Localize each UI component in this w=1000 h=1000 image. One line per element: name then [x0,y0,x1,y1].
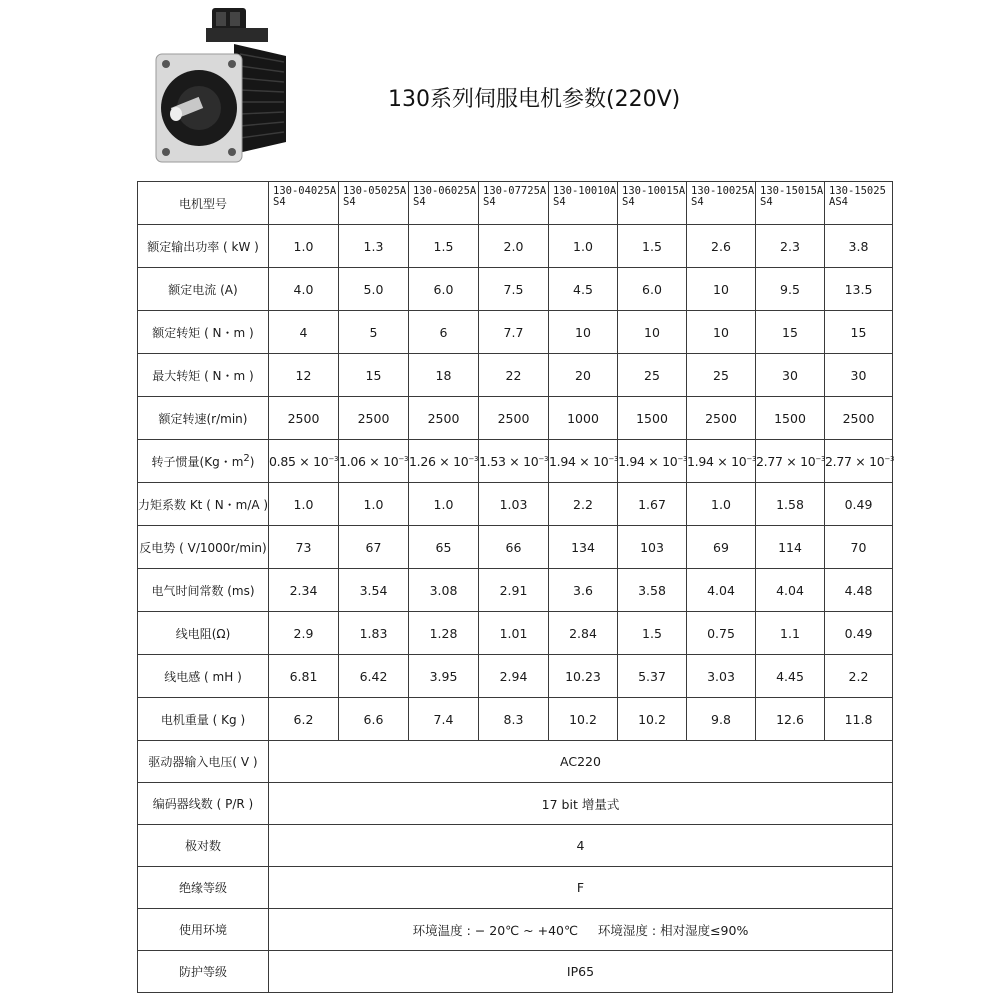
param-value: 1.03 [479,483,549,526]
param-value: 7.4 [409,698,479,741]
param-value: 1.5 [618,612,687,655]
param-value: 6.81 [269,655,339,698]
param-value: 7.5 [479,268,549,311]
param-row [138,354,893,397]
param-value: 4.5 [549,268,618,311]
param-value: 1.5 [409,225,479,268]
inertia-exponent: −3 [608,454,619,463]
param-label: 额定转矩 ( N・m ) [138,311,269,354]
common-label: 编码器线数 ( P/R ) [138,783,269,825]
inertia-mantissa: 1.06 × 10 [339,453,399,469]
param-value: 1500 [756,397,825,440]
param-value: 0.49 [825,483,893,526]
inertia-mantissa: 1.94 × 10 [618,453,678,469]
param-value: 3.95 [409,655,479,698]
param-row-inertia [138,440,893,483]
spec-table [137,181,893,993]
model-cell: 130-10010AS4 [549,182,618,225]
header-row [138,182,893,225]
param-value: 6.0 [409,268,479,311]
common-row [138,867,893,909]
param-value: 1500 [618,397,687,440]
param-label: 反电势 ( V/1000r/min) [138,526,269,569]
param-row [138,612,893,655]
param-value: 15 [825,311,893,354]
param-value: 15 [756,311,825,354]
param-label: 额定转速(r/min) [138,397,269,440]
param-value: 2500 [825,397,893,440]
param-value: 1.3 [339,225,409,268]
inertia-exponent: −3 [746,454,757,463]
param-value: 30 [756,354,825,397]
param-label: 力矩系数 Kt ( N・m/A ) [138,483,269,526]
param-value: 6.42 [339,655,409,698]
param-value: 20 [549,354,618,397]
model-cell: 130-10015AS4 [618,182,687,225]
param-value [339,440,409,483]
param-value: 6.2 [269,698,339,741]
inertia-exponent: −3 [677,454,688,463]
param-value: 1.5 [618,225,687,268]
param-value: 4.48 [825,569,893,612]
param-value: 25 [618,354,687,397]
param-value: 10 [618,311,687,354]
param-value: 4.45 [756,655,825,698]
inertia-exponent: −3 [884,454,895,463]
param-value [756,440,825,483]
param-value: 2500 [479,397,549,440]
inertia-mantissa: 1.94 × 10 [687,453,747,469]
param-value: 3.58 [618,569,687,612]
param-value: 1.83 [339,612,409,655]
param-value: 2.91 [479,569,549,612]
common-label: 驱动器输入电压( V ) [138,741,269,783]
param-value: 1.58 [756,483,825,526]
param-value: 2.6 [687,225,756,268]
param-value: 1.28 [409,612,479,655]
param-value: 65 [409,526,479,569]
param-value [269,440,339,483]
param-value: 3.8 [825,225,893,268]
param-value [825,440,893,483]
param-value: 18 [409,354,479,397]
common-row [138,741,893,783]
param-value: 1.0 [339,483,409,526]
inertia-exponent: −3 [538,454,549,463]
param-value: 6.6 [339,698,409,741]
param-value: 2.34 [269,569,339,612]
inertia-mantissa: 1.94 × 10 [549,453,609,469]
param-value: 2500 [687,397,756,440]
param-value: 10.23 [549,655,618,698]
param-value: 103 [618,526,687,569]
param-value [479,440,549,483]
param-value: 4.04 [687,569,756,612]
inertia-mantissa: 1.53 × 10 [479,453,539,469]
common-value: F [269,867,893,909]
inertia-mantissa: 2.77 × 10 [756,453,816,469]
param-label: 额定输出功率 ( kW ) [138,225,269,268]
model-cell: 130-10025AS4 [687,182,756,225]
param-value: 4.0 [269,268,339,311]
common-value: 17 bit 增量式 [269,783,893,825]
param-value: 2.2 [549,483,618,526]
param-value: 1.0 [687,483,756,526]
param-row [138,698,893,741]
param-label: 电气时间常数 (ms) [138,569,269,612]
spec-table-body [138,182,893,993]
servo-motor-image [150,4,292,164]
model-cell: 130-05025AS4 [339,182,409,225]
param-value: 1.67 [618,483,687,526]
param-value: 4 [269,311,339,354]
common-label: 使用环境 [138,909,269,951]
param-value: 2.0 [479,225,549,268]
param-value: 2.2 [825,655,893,698]
param-row [138,225,893,268]
param-value: 12 [269,354,339,397]
param-value: 1.0 [549,225,618,268]
common-label: 防护等级 [138,951,269,993]
param-value: 0.75 [687,612,756,655]
param-value: 10 [687,311,756,354]
param-label: 额定电流 (A) [138,268,269,311]
param-value: 1.1 [756,612,825,655]
common-value: 环境温度 : − 20℃ ~ +40℃ 环境湿度 : 相对湿度≤90% [269,909,893,951]
common-row [138,951,893,993]
param-value: 9.5 [756,268,825,311]
inertia-label-sup: 2 [243,452,250,464]
param-value [687,440,756,483]
param-value: 3.6 [549,569,618,612]
param-value: 114 [756,526,825,569]
inertia-exponent: −3 [815,454,826,463]
param-value: 70 [825,526,893,569]
param-value: 66 [479,526,549,569]
inertia-label-end: ) [249,454,255,469]
inertia-label-text: 转子惯量(Kg・m [151,454,244,469]
param-value: 5 [339,311,409,354]
common-row [138,783,893,825]
param-value: 134 [549,526,618,569]
param-value [549,440,618,483]
inertia-mantissa: 0.85 × 10 [269,453,329,469]
param-value: 1000 [549,397,618,440]
param-value: 10 [549,311,618,354]
model-cell: 130-15025AS4 [825,182,893,225]
param-value: 2500 [269,397,339,440]
param-value: 2.9 [269,612,339,655]
param-value: 1.0 [269,483,339,526]
param-value: 13.5 [825,268,893,311]
param-label [138,440,269,483]
param-value: 11.8 [825,698,893,741]
common-label: 绝缘等级 [138,867,269,909]
param-value: 67 [339,526,409,569]
param-value: 8.3 [479,698,549,741]
param-value: 4.04 [756,569,825,612]
inertia-exponent: −3 [398,454,409,463]
param-label: 线电感 ( mH ) [138,655,269,698]
model-cell: 130-04025AS4 [269,182,339,225]
param-row [138,397,893,440]
param-value: 73 [269,526,339,569]
param-value: 5.37 [618,655,687,698]
param-value: 5.0 [339,268,409,311]
common-value: AC220 [269,741,893,783]
param-value: 3.03 [687,655,756,698]
common-row [138,825,893,867]
param-value: 2.84 [549,612,618,655]
param-value: 0.49 [825,612,893,655]
common-value: 4 [269,825,893,867]
param-value [618,440,687,483]
param-value: 12.6 [756,698,825,741]
param-label: 线电阻(Ω) [138,612,269,655]
param-value: 7.7 [479,311,549,354]
param-value: 69 [687,526,756,569]
param-value: 2.94 [479,655,549,698]
page-title: 130系列伺服电机参数(220V) [388,87,681,112]
param-value: 3.08 [409,569,479,612]
param-value: 15 [339,354,409,397]
param-label: 电机重量 ( Kg ) [138,698,269,741]
param-value: 9.8 [687,698,756,741]
param-value: 3.54 [339,569,409,612]
param-row [138,268,893,311]
common-value: IP65 [269,951,893,993]
param-value: 2.3 [756,225,825,268]
common-row [138,909,893,951]
inertia-exponent: −3 [468,454,479,463]
param-value: 25 [687,354,756,397]
param-value: 30 [825,354,893,397]
param-value: 2500 [339,397,409,440]
param-label: 最大转矩 ( N・m ) [138,354,269,397]
model-cell: 130-07725AS4 [479,182,549,225]
param-value: 10.2 [549,698,618,741]
inertia-mantissa: 2.77 × 10 [825,453,885,469]
model-cell: 130-06025AS4 [409,182,479,225]
param-value: 6 [409,311,479,354]
param-value: 1.01 [479,612,549,655]
param-value: 1.0 [269,225,339,268]
header-label: 电机型号 [138,182,269,225]
param-row [138,569,893,612]
param-value: 1.0 [409,483,479,526]
inertia-exponent: −3 [328,454,339,463]
param-row [138,311,893,354]
param-value: 6.0 [618,268,687,311]
param-value: 2500 [409,397,479,440]
param-value: 10.2 [618,698,687,741]
param-value: 10 [687,268,756,311]
param-row [138,655,893,698]
param-row [138,526,893,569]
param-value [409,440,479,483]
inertia-mantissa: 1.26 × 10 [409,453,469,469]
param-row [138,483,893,526]
common-label: 极对数 [138,825,269,867]
model-cell: 130-15015AS4 [756,182,825,225]
param-value: 22 [479,354,549,397]
